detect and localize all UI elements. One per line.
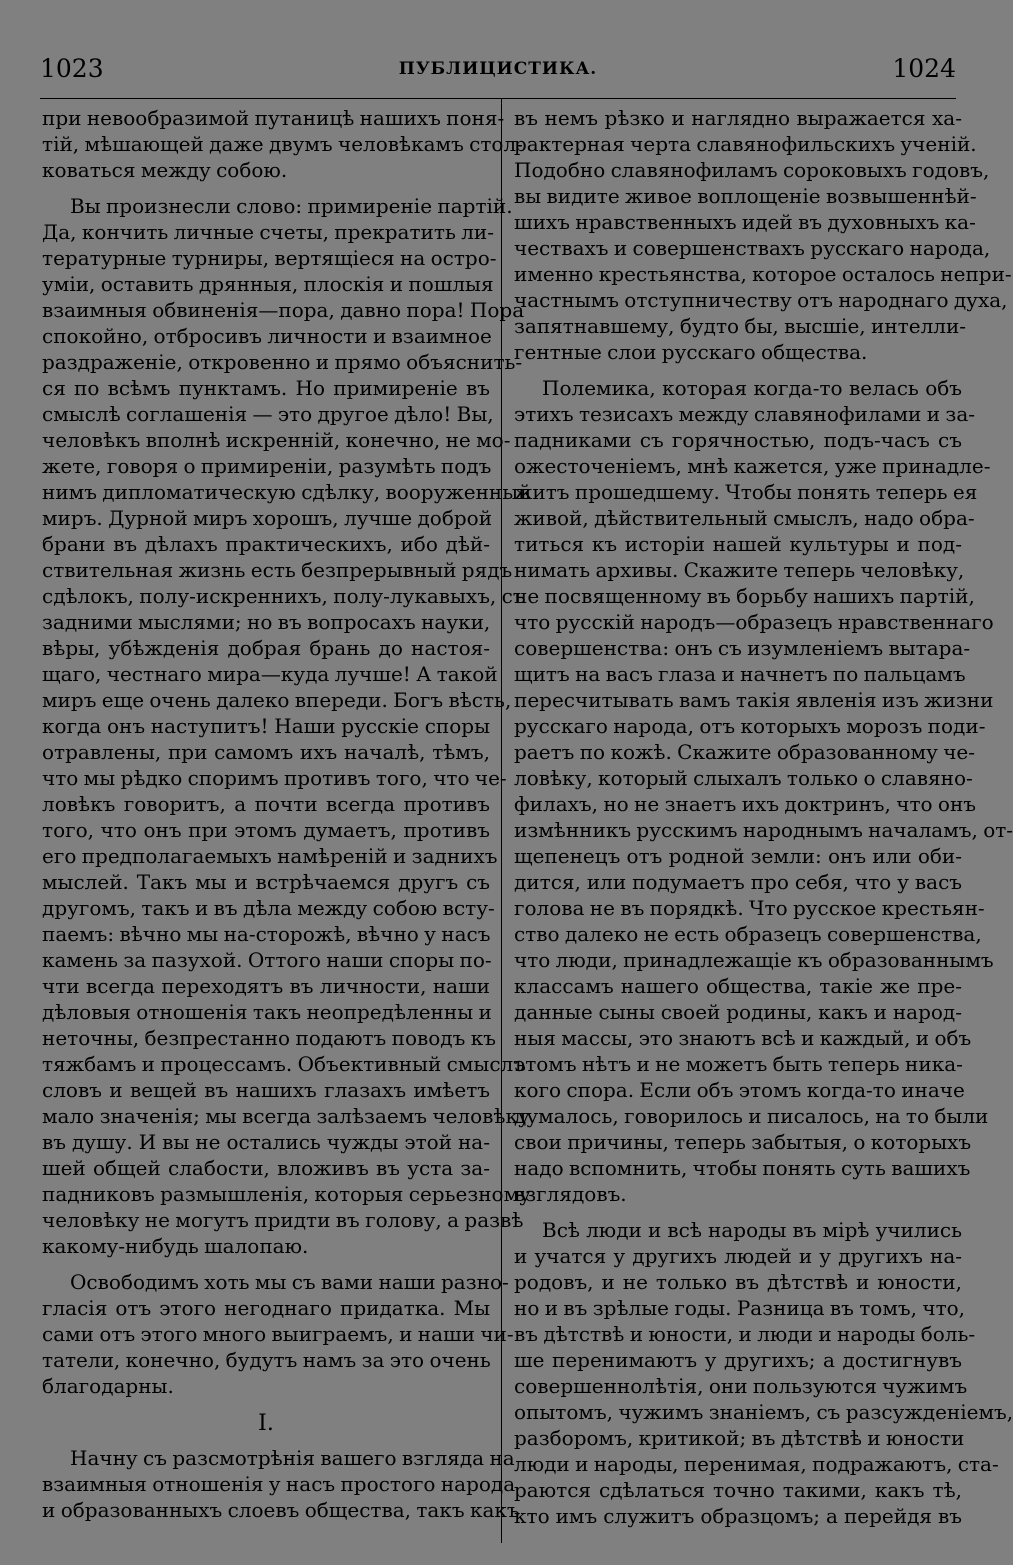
text-line: спокойно, отбросивъ личности и взаимное (42, 324, 492, 348)
text-line: щаго, честнаго мира—куда лучше! А такой (42, 662, 498, 686)
text-line: чти всегда переходятъ въ личности, наши (42, 974, 490, 998)
text-line: въ дѣтствѣ и юности, и люди и народы боль- (514, 1322, 976, 1346)
text-line: что мы рѣдко споримъ противъ того, что че- (42, 766, 507, 790)
text-line: смыслѣ соглашенія — это другое дѣло! Вы, (42, 402, 494, 426)
text-line: взаимныя отношенія у насъ простого народа (42, 1472, 516, 1496)
paragraph-gap (42, 183, 490, 193)
text-line: рактерная черта славянофильскихъ ученій. (514, 132, 977, 156)
paragraph (42, 1269, 514, 1399)
running-title: ПУБЛИЦИСТИКА. (398, 59, 598, 79)
text-line: Всѣ люди и всѣ народы въ мірѣ учились (542, 1218, 962, 1242)
text-line: камень за пазухой. Оттого наши споры по- (42, 948, 492, 972)
text-line: запятнавшему, будто бы, высшіе, интелли- (514, 314, 967, 338)
text-line: словъ и вещей въ нашихъ глазахъ имѣетъ (42, 1078, 490, 1102)
text-line: сами отъ этого много выиграемъ, и наши чи- (42, 1322, 514, 1346)
text-line: миръ. Дурной миръ хорошъ, лучше доброй (42, 506, 493, 530)
text-line: что люди, принадлежащіе къ образованнымъ (514, 948, 994, 972)
text-line: ствительная жизнь есть безпрерывный рядъ (42, 558, 513, 582)
text-line: классамъ нашего общества, такіе же пре- (514, 974, 962, 998)
text-line: щепенецъ отъ родной земли: онъ или оби- (514, 844, 962, 868)
text-line: думалось, говорилось и писалось, на то были (514, 1104, 989, 1128)
text-line: но и въ зрѣлые годы. Разница въ томъ, что, (514, 1296, 966, 1320)
text-line: и учатся у другихъ людей и у другихъ на- (514, 1244, 962, 1268)
text-line: того, что онъ при этомъ думаетъ, противъ (42, 818, 490, 842)
text-line: дится, или подумаетъ про себя, что у васъ (514, 870, 962, 894)
text-line: совершеннолѣтія, они пользуются чужимъ (514, 1374, 968, 1398)
page-number-right: 1024 (892, 54, 956, 83)
text-line: Вы произнесли слово: примиреніе партій. (70, 194, 513, 218)
text-line: этомъ нѣтъ и не можетъ быть теперь никa- (514, 1052, 963, 1076)
text-line: пересчитывать вамъ такія явленія изъ жизни (514, 688, 994, 712)
text-line: что русскій народъ—образецъ нравственнаго (514, 610, 994, 634)
text-line: вы видите живое воплощеніе возвышеннѣй- (514, 184, 977, 208)
text-line: Полемика, которая когда-то велась объ (542, 376, 962, 400)
text-line: Освободимъ хоть мы съ вами наши разно- (70, 1270, 509, 1294)
text-line: родовъ, и не только въ дѣтствѣ и юности, (514, 1270, 962, 1294)
left-column (42, 105, 532, 1523)
text-line: благодарны. (42, 1374, 174, 1398)
text-line: тяжбамъ и процессамъ. Объективный смыслъ (42, 1052, 526, 1076)
text-line: мыслей. Такъ мы и встрѣчаемся другъ съ (42, 870, 490, 894)
text-line: жете, говоря о примиреніи, разумѣть подъ (42, 454, 492, 478)
text-line: житъ прошедшему. Чтобы понять теперь ея (514, 480, 978, 504)
text-line: задними мыслями; но въ вопросахъ науки, (42, 610, 491, 634)
text-line: при невообразимой путаницѣ нашихъ поня- (42, 106, 505, 130)
text-line: взаимныя обвиненія—пора, давно пора! Пора (42, 298, 525, 322)
text-line: въ душу. И вы не остались чужды этой на- (42, 1130, 490, 1154)
text-line: раетъ по кожѣ. Скажите образованному че- (514, 740, 976, 764)
text-line: ство далеко не есть образецъ совершенства, (514, 922, 982, 946)
text-line: кого спора. Если объ этомъ когда-то иначе (514, 1078, 965, 1102)
text-line: гентные слои русскаго общества. (514, 340, 868, 364)
text-line: титься къ исторіи нашей культуры и под- (514, 532, 962, 556)
text-line: взглядовъ. (514, 1182, 627, 1206)
text-line: и образованныхъ слоевъ общества, такъ какъ (42, 1498, 520, 1522)
text-line: живой, дѣйствительный смыслъ, надо обра- (514, 506, 975, 530)
paragraph (42, 1445, 520, 1523)
section-heading: I. (258, 1411, 274, 1436)
page-header (40, 52, 956, 86)
text-line: данные сыны своей родины, какъ и народ- (514, 1000, 962, 1024)
text-line: этихъ тезисахъ между славянофилами и за- (514, 402, 976, 426)
text-line: опытомъ, чужимъ знаніемъ, съ разсужденіемъ, (514, 1400, 1013, 1424)
text-line: щитъ на васъ глаза и начнетъ по пальцамъ (514, 662, 966, 686)
text-line: не посвященному въ борьбу нашихъ партій, (514, 584, 975, 608)
text-line: именно крестьянства, которое осталось непри- (514, 262, 1012, 286)
text-line: измѣнникъ русскимъ народнымъ началамъ, от- (514, 818, 1013, 842)
text-line: какому-нибудь шалопаю. (42, 1234, 309, 1258)
text-line: разборомъ, критикой; въ дѣтствѣ и юности (514, 1426, 965, 1450)
text-line: другомъ, такъ и въ дѣла между собою всту- (42, 896, 495, 920)
text-line: Начну съ разсмотрѣнія вашего взгляда на (70, 1446, 515, 1470)
text-line: голова не въ порядкѣ. Что русское крестьян- (514, 896, 985, 920)
text-line: человѣкъ вполнѣ искренній, конечно, не мо- (42, 428, 511, 452)
text-line: ся по всѣмъ пунктамъ. Но примиреніе въ (42, 376, 490, 400)
text-line: частнымъ отступничеству отъ народнаго духа, (514, 288, 1008, 312)
text-line: коваться между собою. (42, 158, 288, 182)
text-line: его предполагаемыхъ намѣреній и заднихъ (42, 844, 498, 868)
text-line: шихъ нравственныхъ идей въ духовныхъ ка- (514, 210, 976, 234)
text-line: совершенства: онъ съ изумленіемъ вытара- (514, 636, 971, 660)
text-line: кто имъ служитъ образцомъ; а перейдя въ (514, 1504, 962, 1528)
text-line: когда онъ наступитъ! Наши русскіе споры (42, 714, 490, 738)
text-line: нимъ дипломатическую сдѣлку, вооруженный (42, 480, 532, 504)
text-line: ожесточеніемъ, мнѣ кажется, уже принадле- (514, 454, 991, 478)
text-line: надо вспомнить, чтобы понять суть вашихъ (514, 1156, 971, 1180)
text-line: тій, мѣшающей даже двумъ человѣкамъ стол- (42, 132, 523, 156)
text-line: неточны, безпрестанно подаютъ поводъ къ (42, 1026, 496, 1050)
text-line: нимать архивы. Скажите теперь человѣку, (514, 558, 965, 582)
text-line: уміи, оставить дрянныя, плоскія и пошлыя (42, 272, 494, 296)
text-line: Да, кончить личные счеты, прекратить ли- (42, 220, 494, 244)
text-line: шей общей слабости, вложивъ въ уста за- (42, 1156, 490, 1180)
text-line: въ немъ рѣзко и наглядно выражается ха- (514, 106, 962, 130)
paragraph (42, 105, 523, 183)
text-line: люди и народы, перенимая, подражаютъ, ста- (514, 1452, 999, 1476)
text-line: падниковъ размышленія, которыя серьезному (42, 1182, 531, 1206)
text-line: тературные турниры, вертящіеся на остро- (42, 246, 497, 270)
text-line: татели, конечно, будутъ намъ за это очень (42, 1348, 491, 1372)
header-rule (40, 98, 956, 99)
text-line: чествахъ и совершенствахъ русскаго народа, (514, 236, 991, 260)
text-line: миръ еще очень далеко впереди. Богъ вѣсть, (42, 688, 512, 712)
right-column (514, 105, 1013, 1529)
text-line: падниками съ горячностью, подъ-часъ съ (514, 428, 962, 452)
text-line: ловѣкъ говоритъ, а почти всегда противъ (42, 792, 490, 816)
text-line: паемъ: вѣчно мы на-сторожѣ, вѣчно у насъ (42, 922, 491, 946)
text-line: филахъ, но не знаетъ ихъ доктринъ, что онъ (514, 792, 977, 816)
text-line: сдѣлокъ, полу-искреннихъ, полу-лукавыхъ, съ (42, 584, 526, 608)
text-line: ловѣку, который слыхалъ только о славяно- (514, 766, 973, 790)
paragraph-gap (42, 1259, 490, 1269)
paragraph-gap (514, 1207, 962, 1217)
text-line: гласія отъ этого негоднаго придатка. Мы (42, 1296, 490, 1320)
paragraph (42, 193, 532, 1259)
text-line: ше перенимаютъ у другихъ; а достигнувъ (514, 1348, 962, 1372)
paragraph (514, 105, 1012, 365)
text-line: брани въ дѣлахъ практическихъ, ибо дѣй- (42, 532, 490, 556)
text-line: человѣку не могутъ придти въ голову, а развѣ (42, 1208, 524, 1232)
text-line: Подобно славянофиламъ сороковыхъ годовъ, (514, 158, 990, 182)
text-line: раздраженіе, откровенно и прямо объяснить- (42, 350, 523, 374)
text-line: русскаго народа, отъ которыхъ морозъ поди- (514, 714, 986, 738)
text-line: раются сдѣлаться точно такими, какъ тѣ, (514, 1478, 962, 1502)
paragraph-gap (514, 365, 962, 375)
text-line: ныя массы, это знаютъ всѣ и каждый, и объ (514, 1026, 972, 1050)
text-line: мало значенія; мы всегда залѣзаемъ человѣку (42, 1104, 530, 1128)
paragraph (514, 1217, 1013, 1529)
text-line: отравлены, при самомъ ихъ началѣ, тѣмъ, (42, 740, 490, 764)
text-line: вѣры, убѣжденія добрая брань до настоя- (42, 636, 490, 660)
page-number-left: 1023 (40, 54, 104, 83)
text-line: дѣловыя отношенія такъ неопредѣленны и (42, 1000, 492, 1024)
text-line: свои причины, теперь забытыя, о которыхъ (514, 1130, 972, 1154)
paragraph (514, 375, 1013, 1207)
